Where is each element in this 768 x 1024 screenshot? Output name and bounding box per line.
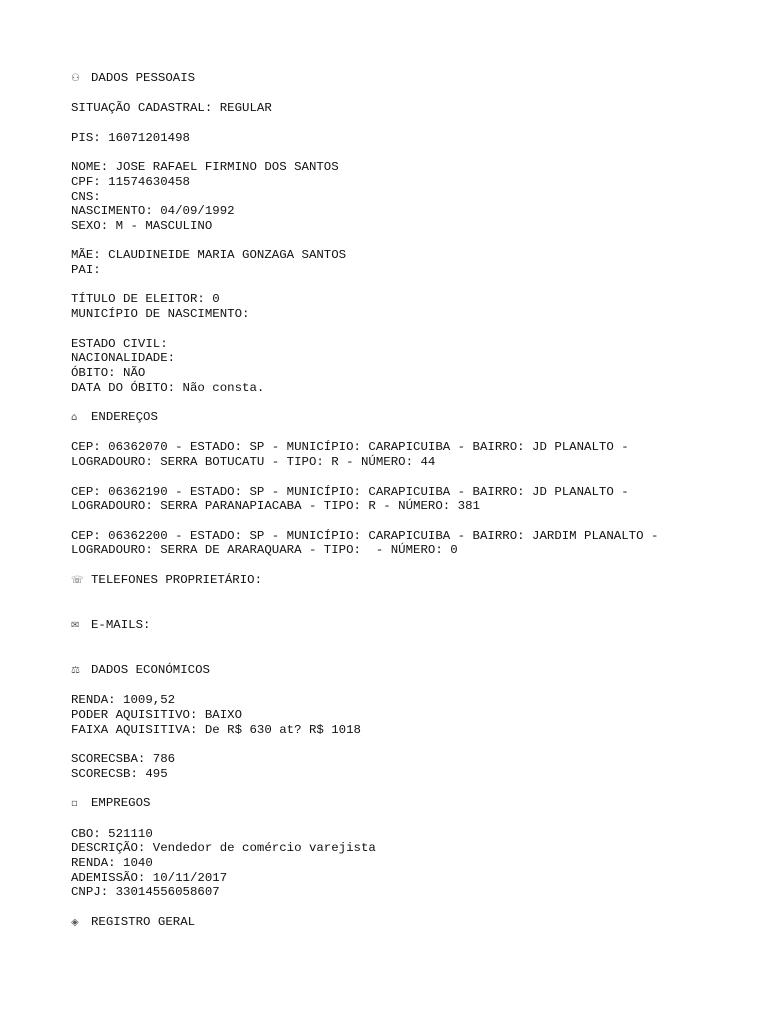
cpf: CPF: 11574630458 — [71, 174, 190, 189]
renda: RENDA: 1009,52 — [71, 693, 176, 708]
nome: NOME: JOSE RAFAEL FIRMINO DOS SANTOS — [71, 160, 339, 175]
estado-civil: ESTADO CIVIL: — [71, 336, 168, 351]
municipio-nascimento: MUNICÍPIO DE NASCIMENTO: — [71, 307, 250, 322]
section-dados-economicos — [71, 663, 751, 679]
scorecsba: SCORECSBA: 786 — [71, 752, 176, 767]
house-icon: ⌂ — [71, 412, 78, 424]
endereco-line: CEP: 06362200 - ESTADO: SP - MUNICÍPIO: CARAPICUIBA - BAIRRO: JARDIM PLANALTO - — [71, 528, 659, 543]
section-title: ENDEREÇOS — [91, 410, 158, 425]
envelope-icon: ✉ — [71, 619, 80, 631]
cbo: CBO: 521110 — [71, 826, 153, 841]
endereco-line: CEP: 06362190 - ESTADO: SP - MUNICÍPIO: CARAPICUIBA - BAIRRO: JD PLANALTO - — [71, 484, 629, 499]
section-registro-geral — [71, 915, 751, 931]
data-obito: DATA DO ÓBITO: Não consta. — [71, 380, 265, 395]
descricao: DESCRIÇÃO: Vendedor de comércio varejista — [71, 841, 376, 856]
nascimento: NASCIMENTO: 04/09/1992 — [71, 204, 235, 219]
section-empregos — [71, 796, 751, 812]
titulo-eleitor: TÍTULO DE ELEITOR: 0 — [71, 292, 220, 307]
situacao-cadastral: SITUAÇÃO CADASTRAL: REGULAR — [71, 101, 272, 116]
scorecsb: SCORECSB: 495 — [71, 766, 168, 781]
document-page — [71, 71, 751, 930]
section-title: TELEFONES PROPRIETÁRIO: — [91, 572, 263, 587]
cns: CNS: — [71, 189, 101, 204]
section-title: E-MAILS: — [91, 617, 151, 632]
diamond-icon: ◈ — [71, 916, 79, 928]
bank-icon: ⚖ — [71, 664, 80, 676]
cnpj: CNPJ: 33014556058607 — [71, 885, 220, 900]
obito: ÓBITO: NÃO — [71, 365, 146, 380]
section-title: EMPREGOS — [91, 796, 151, 811]
nacionalidade: NACIONALIDADE: — [71, 351, 176, 366]
person-outline-icon: ⚇ — [71, 73, 80, 84]
section-dados-pessoais — [71, 71, 751, 87]
faixa-aquisitiva: FAIXA AQUISITIVA: De R$ 630 at? R$ 1018 — [71, 722, 361, 737]
section-telefones — [71, 573, 751, 589]
section-title: DADOS PESSOAIS — [91, 71, 196, 85]
phone-icon: ☏ — [71, 574, 84, 586]
admissao: ADEMISSÃO: 10/11/2017 — [71, 870, 228, 885]
endereco-line: LOGRADOURO: SERRA PARANAPIACABA - TIPO: R - NÚMERO: 381 — [71, 499, 480, 514]
pis: PIS: 16071201498 — [71, 130, 190, 145]
section-enderecos — [71, 410, 751, 426]
mae: MÃE: CLAUDINEIDE MARIA GONZAGA SANTOS — [71, 248, 347, 263]
section-title: REGISTRO GERAL — [91, 914, 196, 929]
pai: PAI: — [71, 263, 101, 278]
endereco-line: CEP: 06362070 - ESTADO: SP - MUNICÍPIO: CARAPICUIBA - BAIRRO: JD PLANALTO - — [71, 440, 629, 455]
section-emails — [71, 618, 751, 634]
poder-aquisitivo: PODER AQUISITIVO: BAIXO — [71, 707, 243, 722]
endereco-line: LOGRADOURO: SERRA BOTUCATU - TIPO: R - NÚMERO: 44 — [71, 455, 436, 470]
endereco-line: LOGRADOURO: SERRA DE ARARAQUARA - TIPO: - NÚMERO: 0 — [71, 543, 458, 558]
emprego-renda: RENDA: 1040 — [71, 855, 153, 870]
section-title: DADOS ECONÓMICOS — [91, 662, 210, 677]
sexo: SEXO: M - MASCULINO — [71, 218, 213, 233]
square-icon: ▫ — [71, 798, 78, 810]
